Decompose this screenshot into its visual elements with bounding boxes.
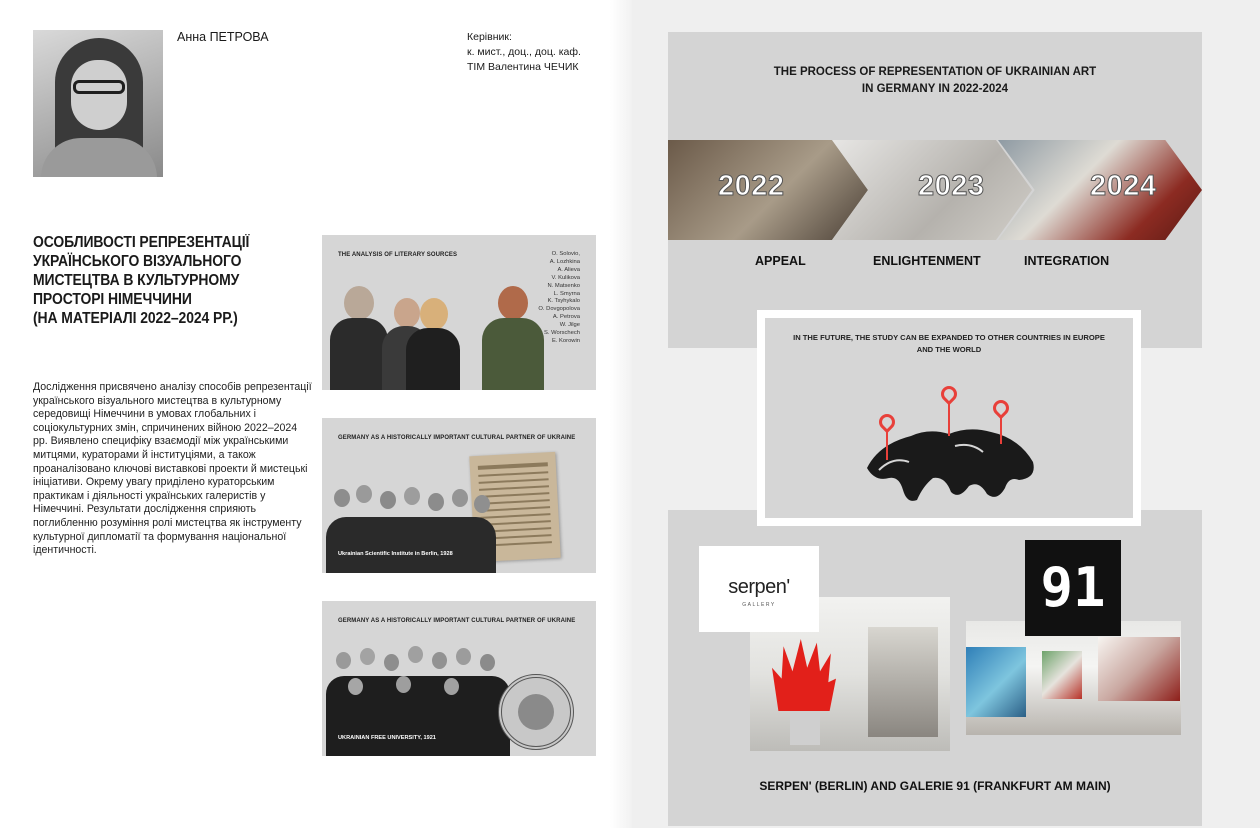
year-label: 2024: [1090, 170, 1157, 202]
future-text: IN THE FUTURE, THE STUDY CAN BE EXPANDED TO OTHER COUNTRIES IN EUROPE AND THE WORLD: [793, 333, 1105, 354]
supervisor-info: [467, 30, 581, 75]
year-label: 2023: [918, 170, 985, 202]
map-pin-icon: [938, 383, 961, 406]
supervisor-degree: к. мист., доц., доц. каф.: [467, 46, 581, 58]
galleries-caption: SERPEN' (BERLIN) AND GALERIE 91 (FRANKFURT AM MAIN): [759, 779, 1111, 793]
university-seal-image: [498, 674, 574, 750]
list-item: A. Petrova: [552, 314, 580, 321]
slide-cultural-partner-1921: [322, 601, 596, 756]
list-item: O. Dovgopolova: [538, 306, 580, 313]
red-sculpture-image: [772, 639, 836, 711]
list-item: A. Alieva: [557, 266, 580, 273]
author-name: Анна ПЕТРОВА: [177, 30, 269, 44]
timeline-title: THE PROCESS OF REPRESENTATION OF UKRAINIAN ART IN GERMANY IN 2022-2024: [773, 66, 1097, 95]
list-item: S. Worschech: [544, 330, 580, 337]
scholar-photo: [406, 298, 460, 390]
stage-label: INTEGRATION: [1024, 254, 1110, 268]
author-name-list: [538, 251, 580, 346]
list-item: W. Jilge: [559, 322, 580, 329]
serpen-logo-subtext: GALLERY: [742, 602, 776, 608]
slide-title: THE ANALYSIS OF LITERARY SOURCES: [338, 252, 458, 258]
abstract-text: Дослідження присвячено аналізу способів репрезентації українського візуального мистецтва в культурному середовищі Німеччини в умовах глобальних і соціокультурних змін, спричинених війною 2022–2024 рр. Виявлено специфіку взаємодії між українськими митцями, кураторами й інституціями, а також проаналізовано ключові виставкові проекти й мистецькі ініціативи. Окрему увагу приділено кураторським практикам і діяльності українських галеристів у Німеччині. Результати дослідження сприяють поглибленню розуміння ролі мистецтва як інструменту культурної дипломатії та формування національної ідентичності.: [33, 381, 312, 557]
galerie91-photo: [966, 621, 1181, 735]
slide-cultural-partner-1928: [322, 418, 596, 573]
serpen-logo: [699, 546, 819, 632]
galerie91-logo-text: 91: [1040, 556, 1106, 619]
list-item: K. Tsyhykalo: [547, 298, 580, 305]
author-portrait: [33, 30, 163, 177]
slide-title: GERMANY AS A HISTORICALLY IMPORTANT CULTURAL PARTNER OF UKRAINE: [338, 435, 576, 441]
supervisor-name: ТІМ Валентина ЧЕЧИК: [467, 61, 579, 73]
timeline-arrows: [668, 140, 1202, 240]
list-item: O. Solovio,: [551, 251, 580, 257]
stage-label: APPEAL: [755, 254, 806, 268]
slide-caption: UKRAINIAN FREE UNIVERSITY, 1921: [338, 735, 436, 741]
serpen-logo-text: serpen': [728, 576, 790, 598]
galerie91-logo: [1025, 540, 1121, 636]
scholar-photo: [330, 286, 388, 390]
list-item: A. Lozhkina: [549, 258, 580, 265]
list-item: V. Kulikova: [551, 274, 580, 281]
historic-group-photo: [326, 483, 496, 573]
list-item: E. Korowin: [551, 337, 580, 344]
list-item: N. Matsenko: [547, 282, 580, 289]
slide-caption: Ukrainian Scientific Institute in Berlin, 1928: [338, 551, 453, 557]
paper-title: ОСОБЛИВОСТІ РЕПРЕЗЕНТАЦІЇ УКРАЇНСЬКОГО ВІЗУАЛЬНОГО МИСТЕЦТВА В КУЛЬТУРНОМУ ПРОСТОРІ НІМЕЧЧИНИ (НА МАТЕРІАЛІ 2022–2024 РР.): [33, 234, 250, 327]
supervisor-label: Керівник:: [467, 31, 512, 43]
list-item: L. Smyrna: [553, 290, 580, 297]
slide-title: GERMANY AS A HISTORICALLY IMPORTANT CULTURAL PARTNER OF UKRAINE: [338, 618, 576, 624]
slide-literary-sources: [322, 235, 596, 390]
timeline-panel: [668, 32, 1202, 348]
year-label: 2022: [718, 170, 785, 202]
future-panel: [765, 318, 1133, 518]
scholar-photo: [482, 286, 544, 390]
stage-label: ENLIGHTENMENT: [873, 254, 981, 268]
